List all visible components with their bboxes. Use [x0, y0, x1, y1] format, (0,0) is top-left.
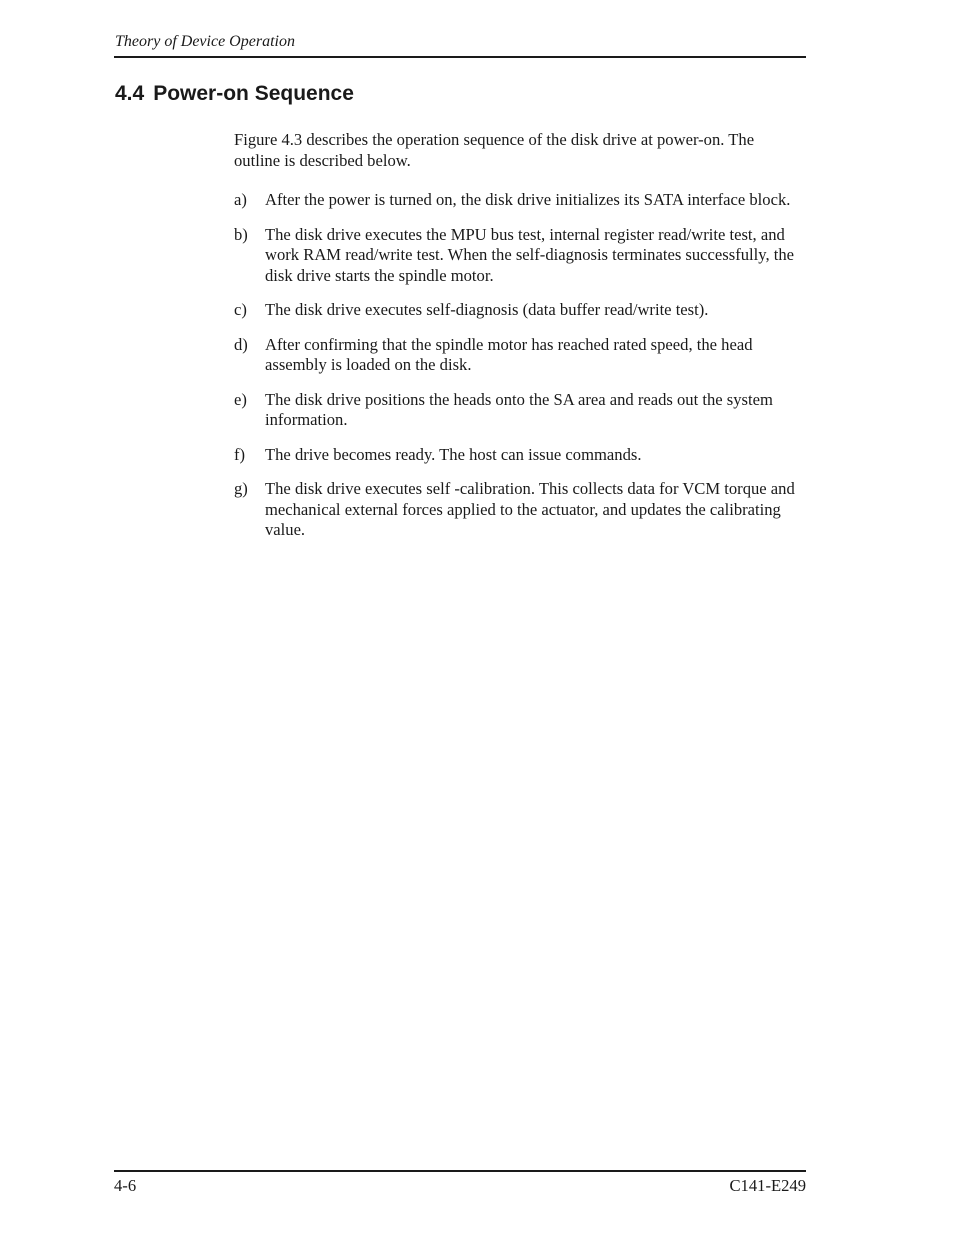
list-item-letter: a): [234, 190, 247, 209]
list-item: [234, 335, 800, 376]
list-item-letter: g): [234, 479, 248, 498]
list-item-text: The drive becomes ready. The host can issue commands.: [265, 444, 642, 464]
list-item: [234, 445, 800, 466]
document-id: C141-E249: [729, 1176, 806, 1195]
list-item-text: After the power is turned on, the disk drive initializes its SATA interface block.: [265, 190, 791, 209]
list-item: [234, 479, 800, 541]
list-item: [234, 225, 800, 287]
page-number: 4-6: [114, 1176, 137, 1195]
sequence-list: [234, 190, 800, 541]
intro-paragraph: Figure 4.3 describes the operation sequence of the disk drive at power-on. The outline is described below.: [234, 130, 755, 170]
list-item: [234, 300, 800, 321]
section-heading: [115, 80, 354, 108]
list-item-text: The disk drive executes the MPU bus test, internal register read/write test, and work RAM read/write test. When the self-diagnosis terminates successfully, the disk drive starts the spindle motor.: [265, 224, 795, 285]
running-header: Theory of Device Operation: [115, 33, 295, 50]
list-item: [234, 190, 800, 211]
footer-divider: [114, 1170, 806, 1172]
body-text: [234, 130, 800, 555]
section-number: 4.4: [115, 82, 145, 105]
list-item-letter: b): [234, 224, 248, 244]
section-title: Power-on Sequence: [153, 82, 354, 105]
list-item-text: After confirming that the spindle motor has reached rated speed, the head assembly is loaded on the disk.: [265, 334, 753, 374]
list-item-text: The disk drive positions the heads onto the SA area and reads out the system information.: [265, 389, 773, 429]
list-item-text: The disk drive executes self-diagnosis (data buffer read/write test).: [265, 300, 709, 319]
list-item: [234, 390, 800, 431]
list-item-text: The disk drive executes self -calibration. This collects data for VCM torque and mechanical external forces applied to the actuator, and updates the calibrating value.: [265, 479, 795, 539]
list-item-letter: e): [234, 389, 247, 409]
list-item-letter: d): [234, 334, 248, 354]
list-item-letter: c): [234, 300, 247, 319]
header-divider: [114, 56, 806, 58]
list-item-letter: f): [234, 444, 246, 464]
